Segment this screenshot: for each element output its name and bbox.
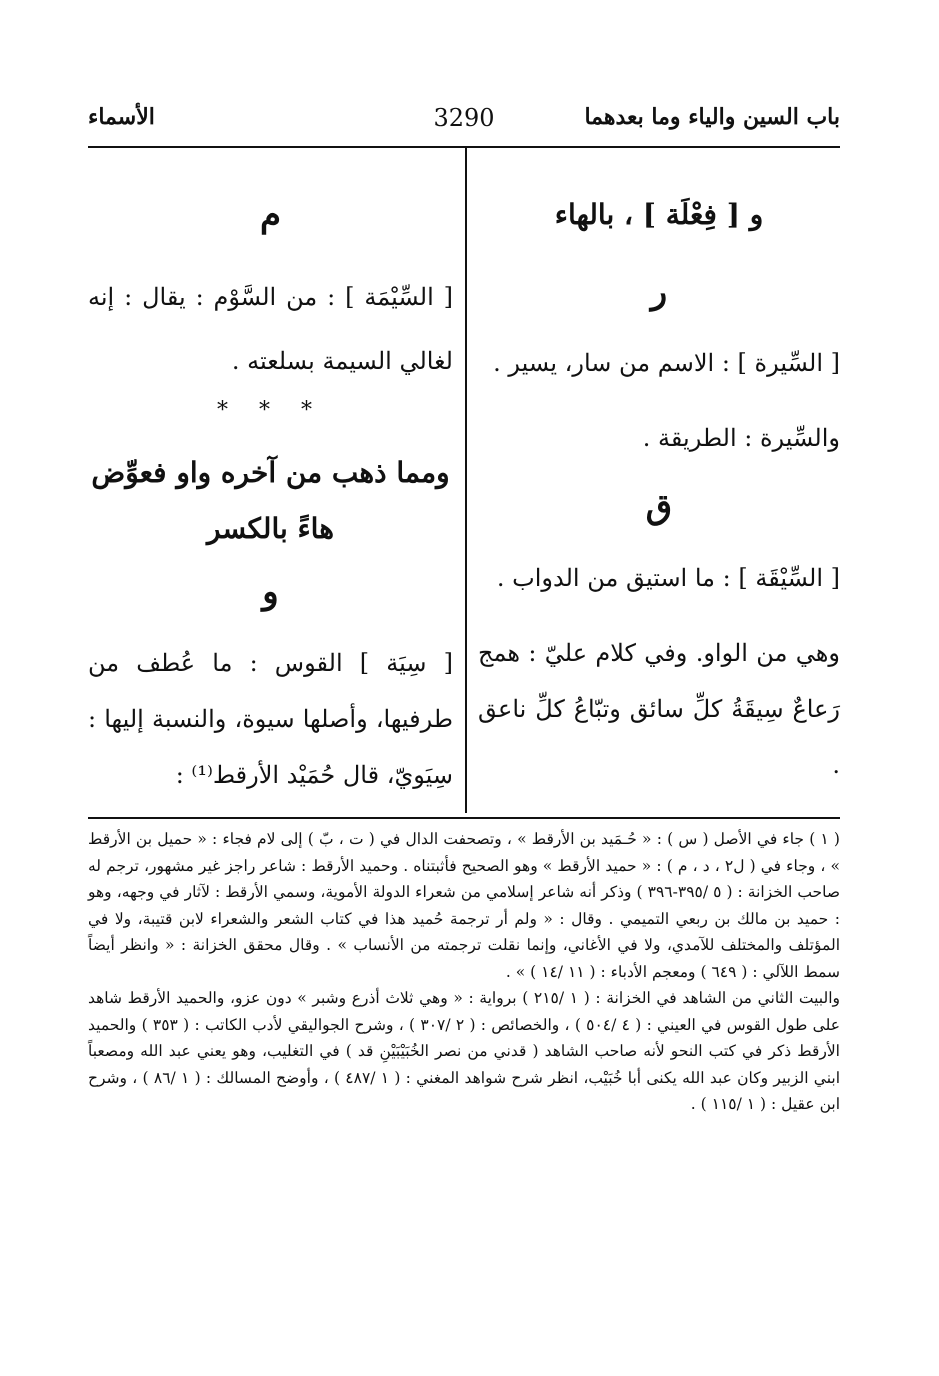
footnotes <box>88 826 840 1118</box>
entry-siqa-2: وهي من الواو. وفي كلام عليّ : همج رَعاعٌ سِيقَةُ كلِّ سائق وتبّاعُ كلِّ ناعق . <box>478 639 840 779</box>
header-rule <box>88 146 840 148</box>
section-heading-waw: ومما ذهب من آخره واو فعوِّض هاءً بالكسر <box>91 456 450 545</box>
column-divider <box>465 148 467 813</box>
entry-siya: [ سِيَة ] القوس : ما عُطف من طرفيها، وأصلها سيوة، والنسبة إليها : سِيَويّ، قال حُمَيْد الأرقط⁽¹⁾ : <box>88 649 453 789</box>
section-separator: * * * <box>217 398 324 423</box>
letter-heading-mim: م <box>259 195 282 235</box>
letter-heading-qaf: ق <box>645 487 673 527</box>
entry-sima: [ السِّيْمَة ] : من السَّوْم : يقال : إنه لغالي السيمة بسلعته . <box>88 283 453 375</box>
section-heading-filah: و [ فِعْلَة ] ، بالهاء <box>554 198 764 231</box>
chapter-title: باب السين والياء وما بعدهما <box>584 104 840 130</box>
entry-siqa: [ السِّيْقَة ] : ما استيق من الدواب . <box>496 564 840 592</box>
footnote-1: ( ١ ) جاء في الأصل ( س ) : « حُـمَيد بن الأرقط » ، وتصحفت الدال في ( ت ، بّ ) إلى لام فجاء : « حميل بن الأرقط » ، وجاء في ( ل٢ ، د ، م ) : « حميد الأرقط » وهو الصحيح فأثبتناه . وحميد الأرقط : شاعر راجز غير مشهور، ترجم له صاحب الخزانة : ( ٥ /٣٩٥-٣٩٦ ) وذكر أنه شاعر إسلامي من شعراء الدولة الأموية، وسمي الأرقط : لآثار في وجهه، وهو : حميد بن مالك بن ربعي التميمي . وقال : « ولم أر ترجمة حُميد هذا في كتاب الشعر والشعراء لابن قتيبة، ولا في المؤتلف والمختلف للآمدي، ولا في الأغاني، وإنما نقلت ترجمته من الأنساب » . وقال محقق الخزانة : « وانظر أيضاً سمط اللآلي : ( ٦٤٩ ) ومعجم الأدباء : ( ١١ /١٤ ) » . <box>88 830 841 981</box>
running-head <box>88 104 840 140</box>
footnote-1-continued: والبيت الثاني من الشاهد في الخزانة : ( ١ /٢١٥ ) برواية : « وهي ثلاث أذرع وشبر » دون عزو، والحميد الأرقط شاهد على طول القوس في العيني : ( ٤ /٥٠٤ ) ، والخصائص : ( ٢ /٣٠٧ ) ، وشرح الجواليقي لأدب الكاتب : ( ٣٥٣ ) والحميد الأرقط ذكر في كتب النحو لأنه صاحب الشاهد ( قدني من نصر الخُبَيْبَيْنِ قد ) في التغليب، وهو يعني عبد الله ومصعباً ابني الزبير وكان عبد الله يكنى أبا خُبَيْب، انظر شرح شواهد المغني : ( ١ /٤٨٧ ) ، وأوضح المسالك : ( ١ /٨٦ ) ، وشرح ابن عقيل : ( ١ /١١٥ ) . <box>88 989 840 1113</box>
footnote-rule <box>88 817 840 819</box>
entry-sira: [ السِّيرة ] : الاسم من سار، يسير . <box>493 349 840 377</box>
entry-sira-2: والسِّيرة : الطريقة . <box>642 424 840 452</box>
letter-heading-ra: ر <box>650 272 668 312</box>
section-title: الأسماء <box>88 104 155 130</box>
letter-heading-waw: و <box>262 572 279 612</box>
page-number: 3290 <box>433 104 495 132</box>
